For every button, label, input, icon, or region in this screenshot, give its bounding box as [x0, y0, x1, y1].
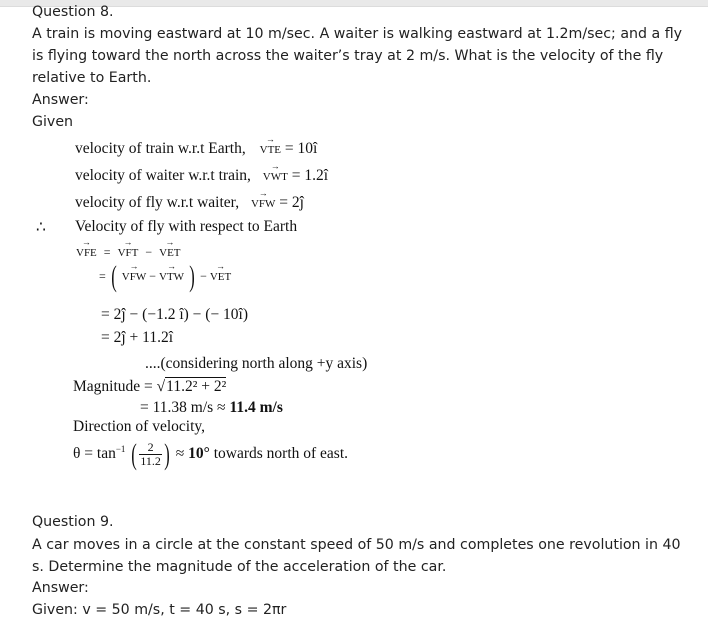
magnitude-rounded: 11.4 m/s	[229, 399, 283, 416]
magnitude-result	[140, 399, 283, 417]
right-paren: )	[164, 437, 170, 471]
fly-velocity-line	[75, 194, 304, 212]
left-paren: (	[111, 260, 117, 293]
vfw-symbol: → VFW	[122, 271, 146, 283]
given-values: Given: v = 50 m/s, t = 40 s, s = 2πr	[32, 602, 287, 618]
vwt-symbol: → VWT	[263, 171, 288, 183]
sqrt-radicand: 11.2² + 2²	[166, 378, 227, 395]
train-velocity-text: velocity of train w.r.t Earth,	[75, 140, 246, 157]
minus-sign: −	[200, 268, 207, 283]
axis-note: ....(considering north along +y axis)	[145, 355, 368, 372]
train-velocity-line	[75, 140, 317, 158]
left-paren: (	[131, 437, 138, 471]
equals-sign: =	[103, 245, 111, 259]
theta-expression: θ = tan	[73, 445, 116, 463]
minus-sign: −	[145, 245, 153, 259]
fly-earth-heading: Velocity of fly with respect to Earth	[75, 218, 298, 235]
minus-sign: −	[149, 268, 157, 283]
relative-velocity-equation	[76, 245, 181, 260]
right-paren: )	[189, 260, 195, 293]
approx-sign: ≈	[175, 445, 185, 463]
expanded-equation	[99, 260, 232, 293]
vte-value: = 10î	[284, 140, 318, 157]
given-label: Given	[32, 114, 74, 130]
fraction-denominator: 11.2	[140, 454, 161, 468]
vfe-symbol: → VFE	[76, 247, 97, 259]
answer-label: Answer:	[32, 92, 89, 108]
magnitude-value: = 11.38 m/s ≈	[140, 399, 226, 416]
vet-symbol: → VET	[210, 271, 231, 283]
fraction-numerator: 2	[139, 441, 162, 455]
question-8-heading: Question 8.	[32, 4, 114, 20]
simplified-line: = 2ĵ + 11.2î	[101, 329, 174, 346]
vte-symbol: → VTE	[260, 144, 281, 156]
vwt-value: = 1.2î	[291, 167, 329, 184]
question-8-text: A train is moving eastward at 10 m/sec. A waiter is walking eastward at 1.2m/sec; and a fly is flying toward the north across the waiter’s tray at 2 m/s. What is the velocity of the fly relative to Earth.	[32, 26, 683, 86]
question-9-text: A car moves in a circle at the constant speed of 50 m/s and completes one revolution in 40 s. Determine the magnitude of the acceleration of the car.	[32, 537, 681, 575]
sqrt-symbol: √	[156, 378, 166, 395]
waiter-velocity-text: velocity of waiter w.r.t train,	[75, 167, 251, 184]
vfw-symbol: → VFW	[251, 198, 275, 210]
substitution-line: = 2ĵ − (−1.2 î) − (− 10î)	[101, 306, 249, 323]
equals-sign: =	[99, 268, 106, 283]
angle-value: 10°	[188, 445, 210, 463]
fly-velocity-text: velocity of fly w.r.t waiter,	[75, 194, 240, 211]
angle-line	[73, 437, 349, 471]
vfw-value: = 2ĵ	[279, 194, 304, 211]
vtw-symbol: → VTW	[159, 271, 184, 283]
direction-label: Direction of velocity,	[73, 418, 205, 435]
inverse-exponent: −1	[115, 443, 126, 454]
angle-direction: towards north of east.	[213, 445, 349, 463]
question-9-heading: Question 9.	[32, 514, 114, 530]
magnitude-line	[73, 378, 226, 396]
angle-fraction	[139, 441, 162, 468]
magnitude-label: Magnitude =	[73, 378, 153, 395]
answer-label: Answer:	[32, 580, 89, 596]
waiter-velocity-line	[75, 167, 328, 185]
therefore-symbol: ∴	[36, 219, 46, 236]
vet-symbol: → VET	[159, 247, 180, 259]
vft-symbol: → VFT	[118, 247, 139, 259]
